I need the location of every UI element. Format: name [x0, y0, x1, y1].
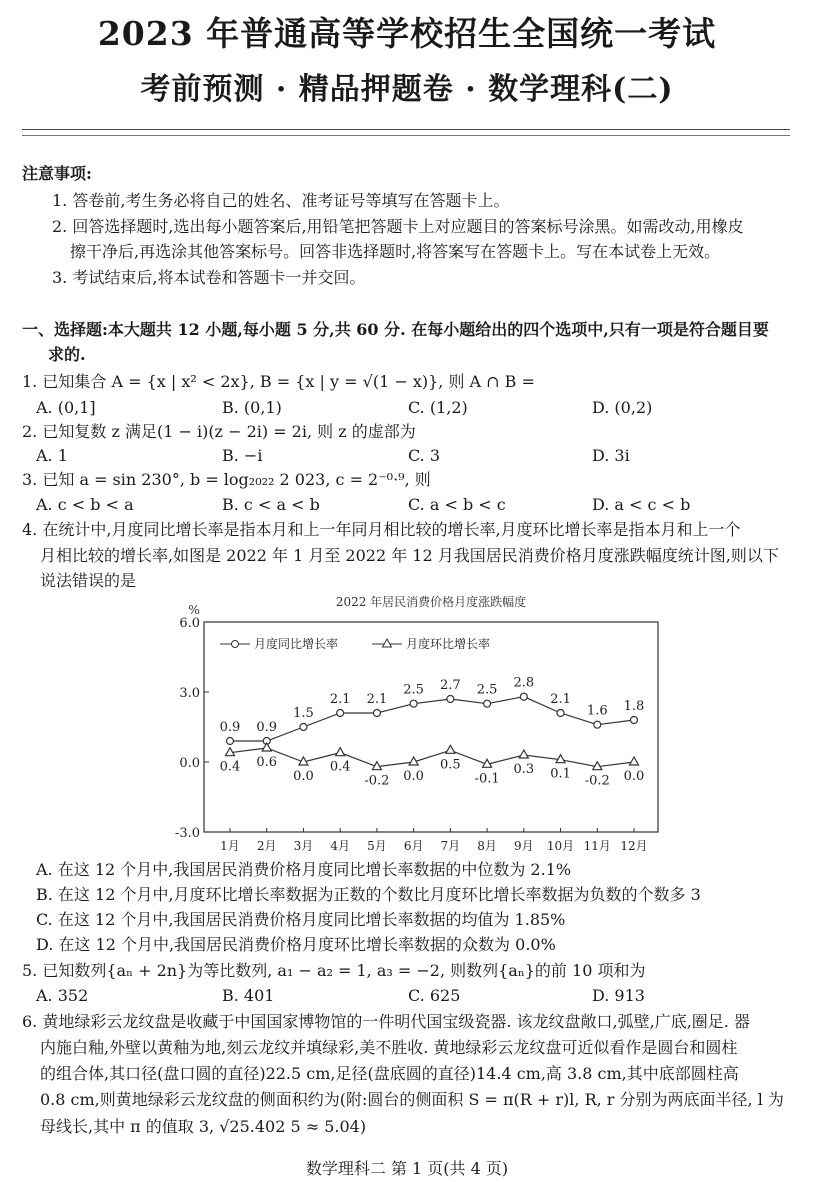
yoy-point [300, 724, 307, 731]
note-item: 2. 回答选择题时,选出每小题答案后,用铅笔把答题卡上对应题目的答案标号涂黑。如需改动,用橡皮 [52, 217, 744, 236]
question-5-stem: 5. 已知数列{aₙ + 2n}为等比数列, a₁ − a₂ = 1, a₃ = −2, 则数列{aₙ}的前 10 项和为 [22, 961, 646, 980]
legend-yoy-marker [232, 641, 239, 648]
section-heading-cont: 求的. [48, 345, 86, 364]
mom-data-label: 0.4 [329, 759, 351, 775]
q5-option-d: D. 913 [592, 986, 645, 1005]
q5-option-b: B. 401 [222, 986, 275, 1005]
mom-data-label: -0.1 [474, 771, 500, 787]
q4-option-d: D. 在这 12 个月中,我国居民消费价格月度环比增长率数据的众数为 0.0% [36, 935, 556, 954]
yoy-data-label: 1.6 [586, 703, 608, 719]
mom-point [262, 743, 271, 751]
x-tick-label: 2月 [256, 839, 277, 853]
q2-option-d: D. 3i [592, 446, 630, 465]
x-tick-label: 4月 [330, 839, 351, 853]
question-2-stem: 2. 已知复数 z 满足(1 − i)(z − 2i) = 2i, 则 z 的虚部为 [22, 422, 416, 441]
q1-option-a: A. (0,1] [36, 398, 96, 417]
header-rule-thin [22, 135, 790, 136]
notes-heading: 注意事项: [22, 164, 92, 183]
q3-option-c: C. a < b < c [408, 495, 506, 514]
question-6-stem-cont: 母线长,其中 π 的值取 3, √25.402 5 ≈ 5.04) [40, 1117, 367, 1136]
x-tick-label: 10月 [546, 839, 575, 853]
x-tick-label: 1月 [220, 839, 240, 853]
yoy-data-label: 1.5 [293, 706, 314, 721]
question-6-stem-cont: 的组合体,其口径(盘口圆的直径)22.5 cm,足径(盘底圆的直径)14.4 cm,高 3.8 cm,其中底部圆柱高 [40, 1064, 739, 1083]
question-6-stem-cont: 0.8 cm,则黄地绿彩云龙纹盘的侧面积约为(附:圆台的侧面积 S = π(R + r)l, R, r 分别为两底面半径, l 为 [40, 1090, 784, 1109]
x-tick-label: 8月 [477, 839, 497, 853]
note-item: 1. 答卷前,考生务必将自己的姓名、准考证号等填写在答题卡上。 [52, 191, 510, 210]
x-tick-label: 11月 [583, 839, 611, 853]
q5-option-c: C. 625 [408, 986, 461, 1005]
q1-option-b: B. (0,1) [222, 398, 282, 417]
x-tick-label: 3月 [293, 839, 314, 853]
yoy-point [337, 710, 344, 717]
q3-option-d: D. a < c < b [592, 495, 691, 514]
series-line-yoy [230, 697, 634, 741]
yoy-data-label: 2.5 [476, 682, 498, 698]
yoy-data-label: 2.5 [403, 682, 424, 698]
yoy-data-label: 2.1 [366, 692, 388, 707]
mom-data-label: 0.0 [623, 769, 645, 784]
mom-point [336, 748, 345, 756]
yoy-point [227, 738, 234, 745]
question-4-stem: 4. 在统计中,月度同比增长率是指本月和上一年同月相比较的增长率,月度环比增长率是指本月和上一个 [22, 520, 741, 539]
q5-option-a: A. 352 [36, 986, 89, 1005]
question-4-stem-cont: 月相比较的增长率,如图是 2022 年 1 月至 2022 年 12 月我国居民消费价格月度涨跌幅度统计图,则以下 [40, 546, 779, 565]
yoy-data-label: 1.8 [623, 699, 645, 714]
mom-data-label: 0.5 [440, 757, 461, 773]
mom-point [519, 750, 528, 758]
q4-option-a: A. 在这 12 个月中,我国居民消费价格月度同比增长率数据的中位数为 2.1% [36, 860, 572, 879]
y-axis-unit: % [188, 603, 200, 617]
yoy-data-label: 2.1 [550, 692, 571, 707]
mom-data-label: 0.4 [219, 759, 241, 775]
mom-data-label: -0.2 [364, 773, 390, 789]
q1-option-d: D. (0,2) [592, 398, 653, 417]
question-6-stem: 6. 黄地绿彩云龙纹盘是收藏于中国国家博物馆的一件明代国宝级瓷器. 该龙纹盘敞口,弧壁,广底,圈足. 器 [22, 1012, 750, 1031]
yoy-point [557, 710, 564, 717]
mom-point [446, 745, 455, 753]
yoy-point [631, 717, 638, 724]
y-tick-label: 6.0 [179, 616, 200, 631]
mom-point [630, 757, 639, 765]
question-3-stem: 3. 已知 a = sin 230°, b = log₂₀₂₂ 2 023, c = 2⁻⁰·⁹, 则 [22, 470, 431, 489]
question-1-stem: 1. 已知集合 A = {x | x² < 2x}, B = {x | y = √(1 − x)}, 则 A ∩ B = [22, 372, 535, 391]
y-tick-label: -3.0 [174, 826, 200, 841]
note-item: 3. 考试结束后,将本试卷和答题卡一并交回。 [52, 268, 366, 287]
yoy-point [447, 696, 454, 703]
y-tick-label: 3.0 [179, 686, 200, 701]
yoy-data-label: 2.8 [513, 675, 535, 691]
q1-option-c: C. (1,2) [408, 398, 468, 417]
chart-title: 2022 年居民消费价格月度涨跌幅度 [335, 595, 527, 609]
mom-data-label: 0.0 [293, 769, 314, 784]
exam-title: 2023 年普通高等学校招生全国统一考试 [97, 14, 717, 53]
yoy-data-label: 2.1 [329, 692, 351, 707]
legend-yoy-label: 月度同比增长率 [254, 637, 339, 651]
question-6-stem-cont: 内施白釉,外壁以黄釉为地,刻云龙纹并填绿彩,美不胜收. 黄地绿彩云龙纹盘可近似看作是圆台和圆柱 [40, 1038, 738, 1057]
mom-data-label: -0.2 [584, 773, 610, 789]
x-tick-label: 7月 [440, 839, 461, 853]
cpi-line-chart [168, 592, 668, 857]
q2-option-b: B. −i [222, 446, 263, 465]
yoy-data-label: 0.9 [256, 720, 278, 735]
legend-mom-marker [383, 639, 392, 647]
x-tick-label: 9月 [513, 839, 534, 853]
yoy-data-label: 2.7 [440, 678, 461, 693]
mom-data-label: 0.0 [403, 769, 424, 784]
header-rule [22, 129, 790, 130]
q4-option-b: B. 在这 12 个月中,月度环比增长率数据为正数的个数比月度环比增长率数据为负数的个数多 3 [36, 885, 701, 904]
mom-data-label: 0.3 [513, 762, 535, 777]
page-footer: 数学理科二 第 1 页(共 4 页) [305, 1159, 509, 1178]
q2-option-a: A. 1 [36, 446, 68, 465]
yoy-point [373, 710, 380, 717]
note-item: 擦干净后,再选涂其他答案标号。回答非选择题时,将答案写在答题卡上。写在本试卷上无效。 [70, 242, 721, 261]
x-tick-label: 6月 [403, 839, 424, 853]
legend-mom-label: 月度环比增长率 [406, 637, 491, 651]
mom-data-label: 0.6 [256, 755, 278, 770]
q4-option-c: C. 在这 12 个月中,我国居民消费价格月度同比增长率数据的均值为 1.85% [36, 910, 566, 929]
x-tick-label: 5月 [367, 839, 387, 853]
x-tick-label: 12月 [620, 839, 648, 853]
q3-option-a: A. c < b < a [36, 495, 134, 514]
yoy-point [410, 700, 417, 707]
yoy-data-label: 0.9 [219, 720, 241, 735]
q3-option-b: B. c < a < b [222, 495, 320, 514]
question-4-stem-cont: 说法错误的是 [40, 571, 137, 590]
yoy-point [520, 693, 527, 700]
section-heading: 一、选择题:本大题共 12 小题,每小题 5 分,共 60 分. 在每小题给出的四个选项中,只有一项是符合题目要 [22, 320, 769, 339]
mom-data-label: 0.1 [550, 766, 571, 782]
yoy-point [594, 721, 601, 728]
q2-option-c: C. 3 [408, 446, 441, 465]
y-tick-label: 0.0 [179, 756, 200, 771]
series-line-mom [230, 748, 634, 767]
yoy-point [484, 700, 491, 707]
exam-subtitle: 考前预测 · 精品押题卷 · 数学理科(二) [140, 72, 674, 107]
